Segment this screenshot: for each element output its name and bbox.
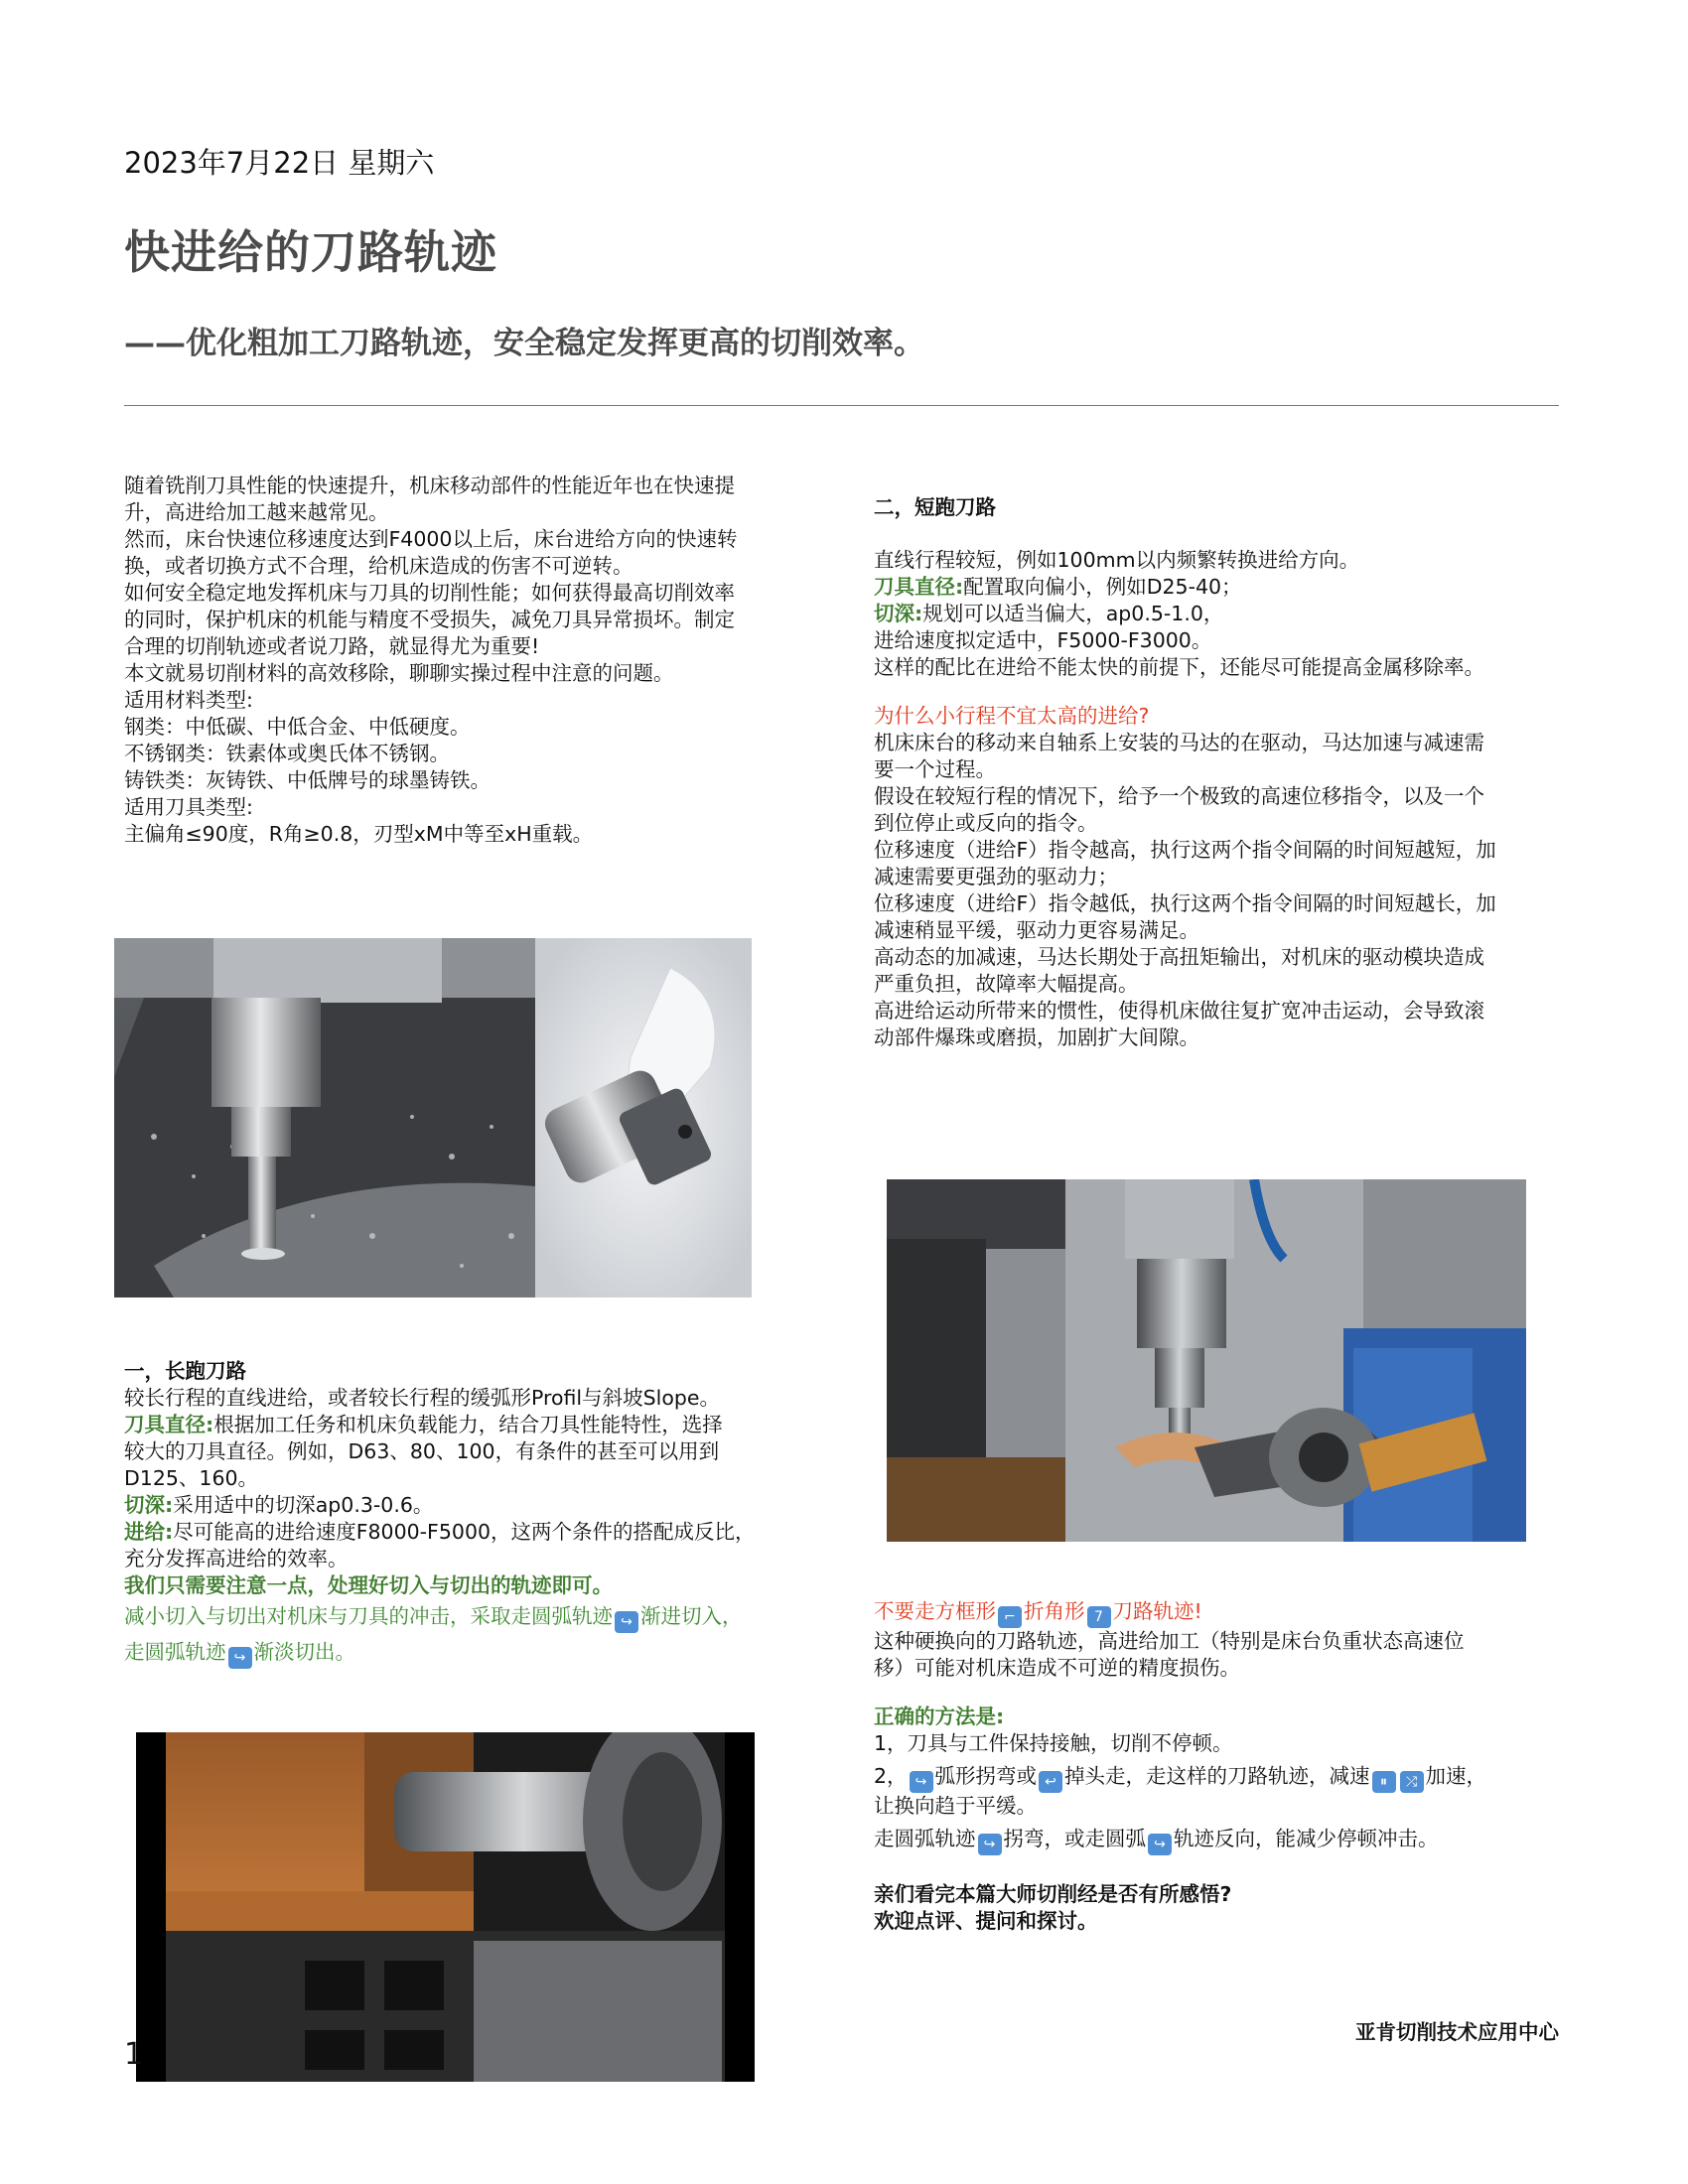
correct-line: 1，刀具与工件保持接触，切削不停顿。 [874, 1731, 1233, 1755]
why-heading: 为什么小行程不宜太高的进给? [874, 704, 1150, 728]
depth-label: 切深: [124, 1493, 174, 1517]
correct-text: 拐弯，或走圆弧 [1003, 1827, 1146, 1850]
note-text: 渐淡切出。 [253, 1640, 355, 1664]
why-line: 假设在较短行程的情况下，给予一个极致的高速位移指令，以及一个 [874, 784, 1484, 808]
correct-text: 2， [874, 1764, 908, 1788]
diameter-text: 根据加工任务和机床负载能力，结合刀具性能特性，选择 [213, 1413, 723, 1436]
correct-text: 加速， [1425, 1764, 1487, 1788]
why-line: 减速稍显平缓，驱动力更容易满足。 [874, 918, 1199, 942]
intro-line: 适用材料类型: [124, 688, 253, 712]
intro-text-block [124, 473, 799, 848]
correct-text: 轨迹反向，能减少停顿冲击。 [1174, 1827, 1439, 1850]
section2-line: 直线行程较短，例如100mm以内频繁转换进给方向。 [874, 548, 1360, 572]
intro-line: 升，高进给加工越来越常见。 [124, 500, 389, 524]
diameter-label: 刀具直径: [874, 575, 964, 599]
section1-feed-cont: 充分发挥高进给的效率。 [124, 1547, 349, 1570]
intro-line: 不锈钢类：铁素体或奥氏体不锈钢。 [124, 742, 450, 765]
warning-line [874, 1598, 1559, 1628]
section2-heading: 二，短跑刀路 [874, 495, 996, 519]
section1-heading: 一，长跑刀路 [124, 1359, 246, 1383]
warning-body: 这种硬换向的刀路轨迹，高进给加工（特别是床台负重状态高速位 [874, 1629, 1465, 1653]
why-line: 高动态的加减速，马达长期处于高扭矩输出，对机床的驱动模块造成 [874, 945, 1484, 969]
arrow-curve-icon: ↪ [615, 1611, 638, 1633]
section1-line: 较长行程的直线进给，或者较长行程的缓弧形Profil与斜坡Slope。 [124, 1386, 721, 1410]
warning-text: 不要走方框形 [874, 1599, 996, 1623]
feed-text: 尽可能高的进给速度F8000-F5000，这两个条件的搭配成反比， [173, 1520, 756, 1544]
section1-diameter [124, 1412, 799, 1438]
section2-depth [874, 601, 1559, 627]
section1-diameter-cont: 较大的刀具直径。例如，D63、80、100，有条件的甚至可以用到 [124, 1439, 720, 1463]
intro-line: 如何安全稳定地发挥机床与刀具的切削性能；如何获得最高切削效率 [124, 581, 735, 605]
note-text: 走圆弧轨迹 [124, 1640, 226, 1664]
arrow-curve-icon: ↪ [228, 1647, 252, 1669]
page-subtitle: ——优化粗加工刀路轨迹，安全稳定发挥更高的切削效率。 [124, 326, 924, 361]
intro-line: 钢类：中低碳、中低合金、中低硬度。 [124, 715, 471, 739]
organization-name: 亚肯切削技术应用中心 [1355, 2020, 1559, 2044]
why-line: 高进给运动所带来的惯性，使得机床做往复扩宽冲击运动，会导致滚 [874, 999, 1484, 1023]
intro-line: 合理的切削轨迹或者说刀路，就显得尤为重要! [124, 634, 540, 658]
why-line: 要一个过程。 [874, 757, 996, 781]
square-path-icon: ⌐ [998, 1606, 1022, 1628]
milling-photo-long-path [114, 938, 752, 1297]
why-line: 到位停止或反向的指令。 [874, 811, 1098, 835]
correct-line: 让换向趋于平缓。 [874, 1794, 1037, 1818]
correct-line [874, 1826, 1559, 1855]
depth-text: 规划可以适当偏大，ap0.5-1.0， [922, 602, 1224, 625]
correct-text: 掉头走，走这样的刀路轨迹，减速 [1064, 1764, 1370, 1788]
shuffle-icon: ⤮ [1400, 1771, 1424, 1793]
section2-feed: 进给速度拟定适中，F5000-F3000。 [874, 628, 1212, 652]
intro-line: 适用刀具类型: [124, 795, 253, 819]
note-text: 渐进切入， [640, 1604, 743, 1628]
header-divider [124, 405, 1559, 406]
correct-line [874, 1763, 1559, 1793]
why-line: 严重负担，故障率大幅提高。 [874, 972, 1139, 996]
why-line: 位移速度（进给F）指令越低，执行这两个指令间隔的时间短越长，加 [874, 891, 1496, 915]
number-seven-icon: 7 [1087, 1606, 1111, 1628]
intro-line: 铸铁类：灰铸铁、中低牌号的球墨铸铁。 [124, 768, 491, 792]
correct-heading: 正确的方法是: [874, 1705, 1005, 1728]
milling-photo-short-path [887, 1179, 1526, 1542]
closing-line: 亲们看完本篇大师切削经是否有所感悟? [874, 1882, 1232, 1906]
arrow-curve-icon: ↪ [978, 1834, 1002, 1855]
why-line: 动部件爆珠或磨损，加剧扩大间隙。 [874, 1025, 1199, 1049]
warning-body: 移）可能对机床造成不可逆的精度损伤。 [874, 1656, 1240, 1680]
section1-note-bold: 我们只需要注意一点，处理好切入与切出的轨迹即可。 [124, 1573, 613, 1597]
closing-line: 欢迎点评、提问和探讨。 [874, 1909, 1098, 1933]
u-turn-icon: ↩ [1039, 1771, 1062, 1793]
section1-text-block [124, 1358, 799, 1669]
why-line: 机床床台的移动来自轴系上安装的马达的在驱动，马达加速与减速需 [874, 731, 1484, 754]
warning-text: 折角形 [1024, 1599, 1085, 1623]
section1-feed [124, 1519, 799, 1546]
arrow-curve-icon: ↪ [1148, 1834, 1172, 1855]
depth-label: 切深: [874, 602, 923, 625]
correct-text: 走圆弧轨迹 [874, 1827, 976, 1850]
section1-note-line [124, 1603, 799, 1633]
correct-text: 弧形拐弯或 [934, 1764, 1038, 1788]
section2-ratio: 这样的配比在进给不能太快的前提下，还能尽可能提高金属移除率。 [874, 655, 1484, 679]
face-milling-graphic [136, 1732, 755, 2082]
intro-line: 本文就易切削材料的高效移除，聊聊实操过程中注意的问题。 [124, 661, 674, 685]
short-path-milling-graphic [887, 1179, 1526, 1542]
intro-line: 换，或者切换方式不合理，给机床造成的伤害不可逆转。 [124, 554, 633, 578]
warning-text-block [874, 1598, 1559, 1935]
page-title: 快进给的刀路轨迹 [124, 225, 497, 279]
section1-depth [124, 1492, 799, 1519]
why-line: 减速需要更强劲的驱动力； [874, 865, 1118, 888]
pause-icon: ⏸ [1372, 1771, 1396, 1793]
page-number: 1 [124, 2037, 144, 2072]
arrow-curve-icon: ↪ [910, 1771, 933, 1793]
depth-text: 采用适中的切深ap0.3-0.6。 [173, 1493, 434, 1517]
section2-text-block [874, 494, 1559, 1051]
why-line: 位移速度（进给F）指令越高，执行这两个指令间隔的时间短越短，加 [874, 838, 1496, 862]
note-text: 减小切入与切出对机床与刀具的冲击，采取走圆弧轨迹 [124, 1604, 613, 1628]
feed-label: 进给: [124, 1520, 174, 1544]
intro-line: 主偏角≤90度，R角≥0.8，刃型xM中等至xH重载。 [124, 822, 594, 846]
intro-line: 随着铣削刀具性能的快速提升，机床移动部件的性能近年也在快速提 [124, 474, 735, 497]
section1-diameter-cont: D125、160。 [124, 1466, 259, 1490]
warning-text: 刀路轨迹! [1112, 1599, 1202, 1623]
diameter-label: 刀具直径: [124, 1413, 214, 1436]
diameter-text: 配置取向偏小，例如D25-40； [963, 575, 1242, 599]
section2-diameter [874, 574, 1559, 601]
milling-photo-face [136, 1732, 755, 2082]
milling-photo-graphic [114, 938, 752, 1297]
document-date: 2023年7月22日 星期六 [124, 146, 435, 180]
intro-line: 的同时，保护机床的机能与精度不受损失，减免刀具异常损坏。制定 [124, 608, 735, 631]
intro-line: 然而，床台快速位移速度达到F4000以上后，床台进给方向的快速转 [124, 527, 738, 551]
section1-note-line [124, 1639, 799, 1669]
